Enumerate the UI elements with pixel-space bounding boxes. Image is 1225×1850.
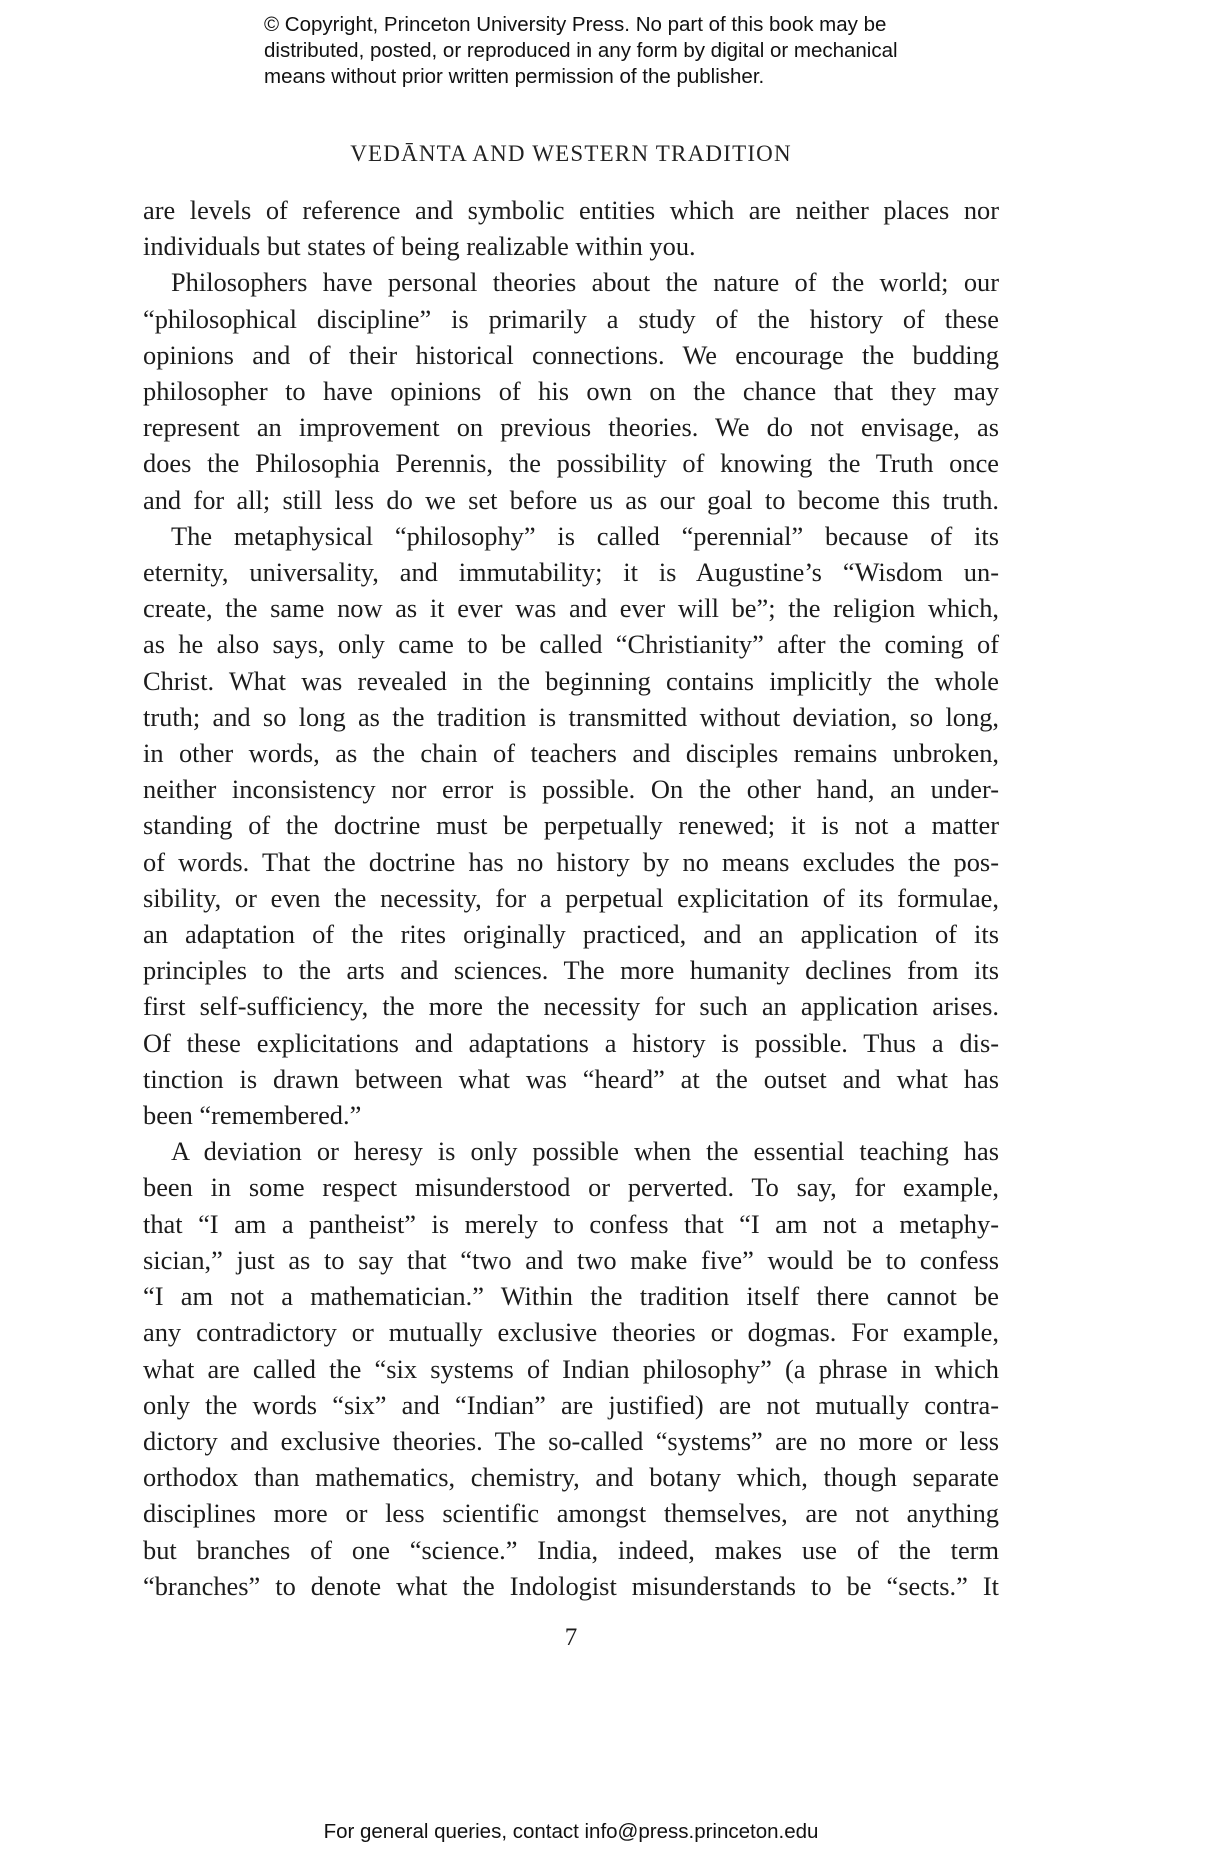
text-line: represent an improvement on previous theories. We do not envisage, as: [143, 412, 999, 443]
text-line: Philosophers have personal theories about the nature of the world; our: [171, 267, 999, 298]
text-line: truth; and so long as the tradition is transmitted without deviation, so long,: [143, 701, 999, 732]
copyright-line: means without prior written permission of the publisher.: [264, 65, 765, 88]
text-line: an adaptation of the rites originally practiced, and an application of its: [143, 919, 999, 950]
text-line: only the words “six” and “Indian” are justified) are not mutually contra-: [143, 1389, 999, 1420]
text-line: sibility, or even the necessity, for a perpetual explicitation of its formulae,: [143, 882, 999, 913]
running-head: VEDĀNTA AND WESTERN TRADITION: [350, 141, 792, 166]
text-line: Christ. What was revealed in the beginning contains implicitly the whole: [143, 665, 999, 696]
text-line: and for all; still less do we set before us as our goal to become this truth.: [143, 484, 999, 515]
text-line: first self-sufficiency, the more the necessity for such an application arises.: [143, 991, 999, 1022]
text-line: neither inconsistency nor error is possible. On the other hand, an under-: [143, 774, 999, 805]
text-line: but branches of one “science.” India, indeed, makes use of the term: [143, 1534, 999, 1565]
text-line: any contradictory or mutually exclusive theories or dogmas. For example,: [143, 1317, 999, 1348]
copyright-notice: [264, 12, 984, 90]
text-line: The metaphysical “philosophy” is called “perennial” because of its: [171, 520, 999, 551]
text-line: that “I am a pantheist” is merely to confess that “I am not a metaphy-: [143, 1208, 999, 1239]
text-line: sician,” just as to say that “two and two make five” would be to confess: [143, 1244, 999, 1275]
text-line: A deviation or heresy is only possible when the essential teaching has: [171, 1136, 999, 1167]
text-line: been in some respect misunderstood or perverted. To say, for example,: [143, 1172, 999, 1203]
text-line: orthodox than mathematics, chemistry, and botany which, though separate: [143, 1462, 999, 1493]
text-line: “philosophical discipline” is primarily a study of the history of these: [143, 303, 999, 334]
body-text: [143, 192, 999, 1604]
text-line: “I am not a mathematician.” Within the tradition itself there cannot be: [143, 1281, 999, 1312]
text-line: been “remembered.”: [143, 1100, 362, 1131]
text-line: create, the same now as it ever was and ever will be”; the religion which,: [143, 593, 999, 624]
copyright-line: © Copyright, Princeton University Press. No part of this book may be: [264, 13, 887, 36]
text-line: opinions and of their historical connections. We encourage the budding: [143, 339, 999, 370]
text-line: Of these explicitations and adaptations a history is possible. Thus a dis-: [143, 1027, 999, 1058]
text-line: of words. That the doctrine has no history by no means excludes the pos-: [143, 846, 999, 877]
page-number: 7: [564, 1624, 578, 1651]
text-line: as he also says, only came to be called “Christianity” after the coming of: [143, 629, 999, 660]
text-line: does the Philosophia Perennis, the possibility of knowing the Truth once: [143, 448, 999, 479]
text-line: are levels of reference and symbolic entities which are neither places nor: [143, 195, 999, 225]
text-line: individuals but states of being realizable within you.: [143, 231, 696, 262]
text-line: disciplines more or less scientific amongst themselves, are not anything: [143, 1498, 999, 1529]
text-line: “branches” to denote what the Indologist misunderstands to be “sects.” It: [143, 1570, 999, 1601]
text-line: dictory and exclusive theories. The so-called “systems” are no more or less: [143, 1425, 999, 1456]
text-line: eternity, universality, and immutability; it is Augustine’s “Wisdom un-: [143, 557, 999, 588]
text-line: philosopher to have opinions of his own on the chance that they may: [143, 376, 999, 407]
text-line: what are called the “six systems of Indian philosophy” (a phrase in which: [143, 1353, 999, 1384]
text-line: principles to the arts and sciences. The more humanity declines from its: [143, 955, 999, 986]
copyright-line: distributed, posted, or reproduced in any form by digital or mechanical: [264, 39, 898, 62]
text-line: tinction is drawn between what was “heard” at the outset and what has: [143, 1063, 999, 1094]
text-line: in other words, as the chain of teachers and disciples remains unbroken,: [143, 738, 999, 769]
text-line: standing of the doctrine must be perpetually renewed; it is not a matter: [143, 810, 999, 841]
footer-contact: For general queries, contact info@press.princeton.edu: [323, 1820, 819, 1843]
